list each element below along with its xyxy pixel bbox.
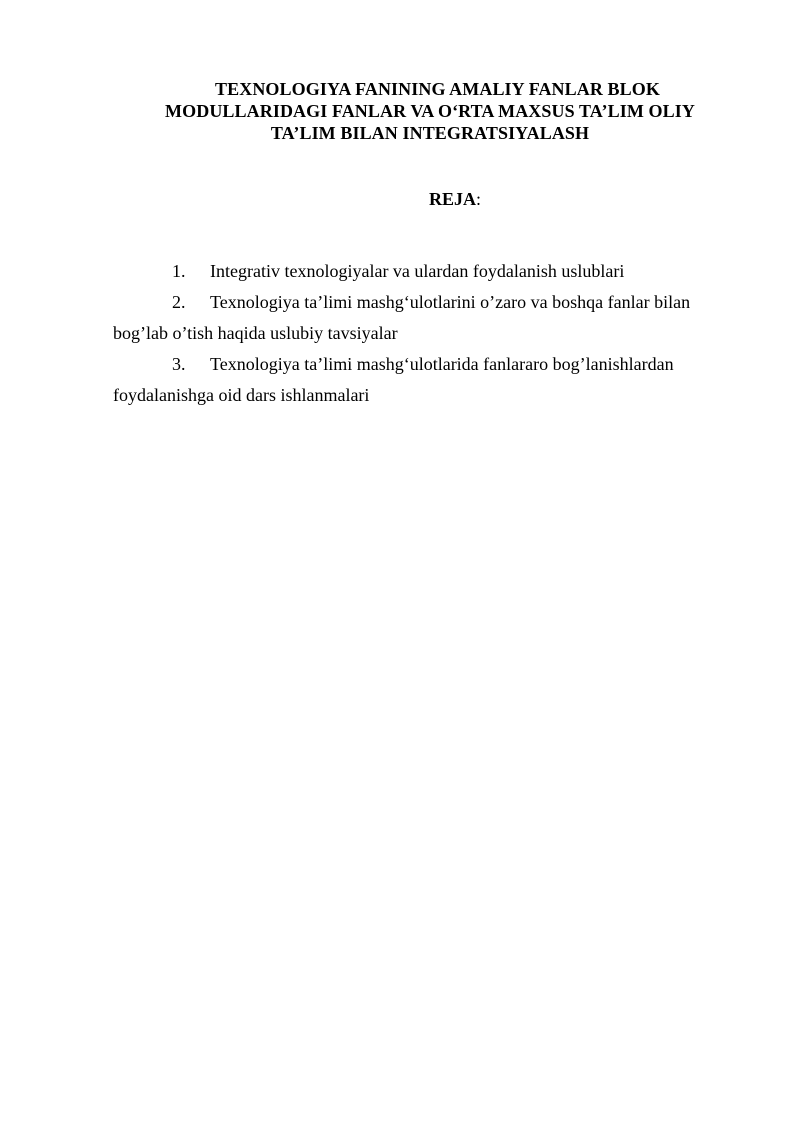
plan-item-1-text: Integrativ texnologiyalar va ulardan foydalanish uslublari: [210, 261, 625, 281]
title-line-2: MODULLARIDAGI FANLAR VA O‘RTA MAXSUS TA’LIM OLIY: [165, 101, 695, 121]
plan-item-1: [113, 256, 723, 287]
plan-list: [113, 256, 723, 411]
plan-heading-colon: :: [476, 189, 482, 209]
plan-item-2: [113, 287, 723, 349]
plan-item-3: [113, 349, 723, 411]
plan-item-2-continuation: bog’lab o’tish haqida uslubiy tavsiyalar: [113, 323, 398, 343]
plan-item-3-number: 3.: [172, 354, 186, 374]
plan-heading-text: REJA: [428, 189, 476, 209]
plan-item-1-first-line: [113, 256, 723, 287]
title-line-3: TA’LIM BILAN INTEGRATSIYALASH: [270, 123, 590, 143]
plan-item-3-continuation: foydalanishga oid dars ishlanmalari: [113, 385, 370, 405]
plan-item-2-text: Texnologiya ta’limi mashg‘ulotlarini o’zaro va boshqa fanlar bilan: [210, 292, 691, 312]
document-title: [120, 78, 740, 144]
plan-item-2-number: 2.: [172, 292, 186, 312]
plan-item-3-first-line: [113, 349, 723, 380]
plan-item-1-number: 1.: [172, 261, 186, 281]
plan-heading: [0, 188, 800, 210]
plan-item-3-text: Texnologiya ta’limi mashg‘ulotlarida fanlararo bog’lanishlardan: [210, 354, 674, 374]
title-line-1: TEXNOLOGIYA FANINING AMALIY FANLAR BLOK: [215, 79, 660, 99]
plan-item-2-first-line: [113, 287, 723, 318]
